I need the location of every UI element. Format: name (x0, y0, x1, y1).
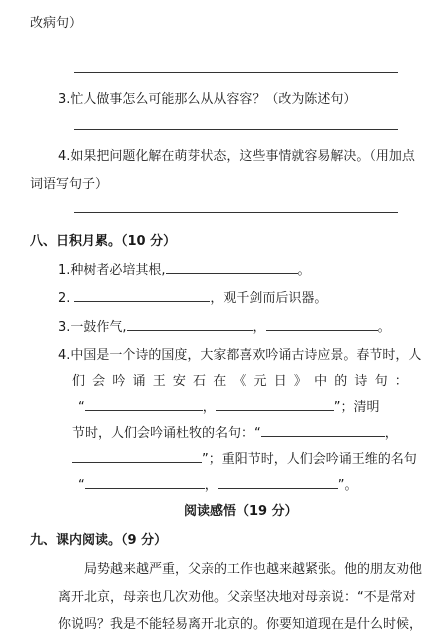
question-4-blanks-1 (78, 396, 380, 415)
justified-char: 中 (314, 374, 328, 389)
fill-blank[interactable] (261, 424, 385, 437)
fill-blank[interactable] (266, 318, 378, 331)
justified-char: 安 (172, 374, 186, 389)
justified-char: 句 (374, 374, 388, 389)
justified-char: 在 (213, 374, 227, 389)
justified-char: 》 (293, 374, 307, 389)
question-2 (58, 287, 327, 306)
question-text: 词语写句子） (30, 177, 109, 192)
line-text: 节时，人们会吟诵杜牧的名句：“ (72, 426, 261, 441)
justified-char: 的 (334, 374, 348, 389)
q1-text: 1.种树者必培其根, (58, 263, 166, 278)
comma: ， (202, 400, 216, 415)
passage-line: 离开北京，母亲也几次劝他。父亲坚决地对母亲说：“不是常对 (58, 590, 416, 605)
justified-char: 吟 (112, 374, 126, 389)
section-heading: 八、日积月累。（10 分） (30, 234, 177, 249)
comma: ， (204, 478, 218, 493)
question-4-justified-line (72, 370, 408, 389)
q3-sep: ， (252, 320, 266, 335)
justified-char: 《 (233, 374, 247, 389)
question-1 (58, 259, 311, 278)
q2-end: ，观千剑而后识器。 (210, 291, 328, 306)
answer-line (74, 72, 398, 73)
question-3 (58, 316, 391, 335)
q1-end: 。 (297, 263, 311, 278)
section-heading: 九、课内阅读。（9 分） (30, 533, 168, 548)
q3-end: 。 (377, 320, 391, 335)
question-text: 4.如果把问题化解在萌芽状态，这些事情就容易解决。（用加点 (58, 149, 415, 164)
fill-blank[interactable] (166, 261, 298, 274)
question-4-blanks-2 (78, 474, 358, 493)
question-4-line-4 (72, 422, 398, 441)
passage-line: 局势越来越严重，父亲的工作也越来越紧张。他的朋友劝他 (84, 562, 423, 577)
question-text: 3.忙人做事怎么可能那么从从容容？（改为陈述句） (58, 92, 357, 107)
justified-char: 诗 (354, 374, 368, 389)
justified-char: 石 (193, 374, 207, 389)
justified-char: ： (394, 374, 408, 389)
justified-char: 会 (92, 374, 106, 389)
justified-char: 们 (72, 374, 86, 389)
fill-blank[interactable] (127, 318, 253, 331)
justified-char: 元 (253, 374, 267, 389)
fill-blank[interactable] (216, 398, 334, 411)
reading-title: 阅读感悟（19 分） (184, 504, 298, 519)
justified-char: 王 (152, 374, 166, 389)
fill-blank[interactable] (218, 476, 338, 489)
fill-blank[interactable] (85, 398, 203, 411)
line-end: ”；清明 (333, 400, 380, 415)
q2-text: 2. (58, 291, 71, 306)
question-4-line-5 (72, 448, 417, 467)
line-text: ”；重阳节时，人们会吟诵王维的名句 (202, 452, 417, 467)
open-quote: “ (78, 478, 85, 493)
justified-char: 诵 (132, 374, 146, 389)
fill-blank[interactable] (85, 476, 205, 489)
text-line: 改病句） (30, 16, 83, 31)
answer-line (74, 212, 398, 213)
line-end: ”。 (337, 478, 358, 493)
q3-text: 3.一鼓作气, (58, 320, 127, 335)
fill-blank[interactable] (72, 450, 202, 463)
fill-blank[interactable] (74, 289, 210, 302)
open-quote: “ (78, 400, 85, 415)
question-4: 4.中国是一个诗的国度，大家都喜欢吟诵古诗应景。春节时，人 (58, 348, 422, 363)
passage-line: 你说吗？我是不能轻易离开北京的。你要知道现在是什么时候， (58, 617, 423, 632)
justified-char: 日 (273, 374, 287, 389)
answer-line (74, 129, 398, 130)
comma: ， (384, 426, 398, 441)
